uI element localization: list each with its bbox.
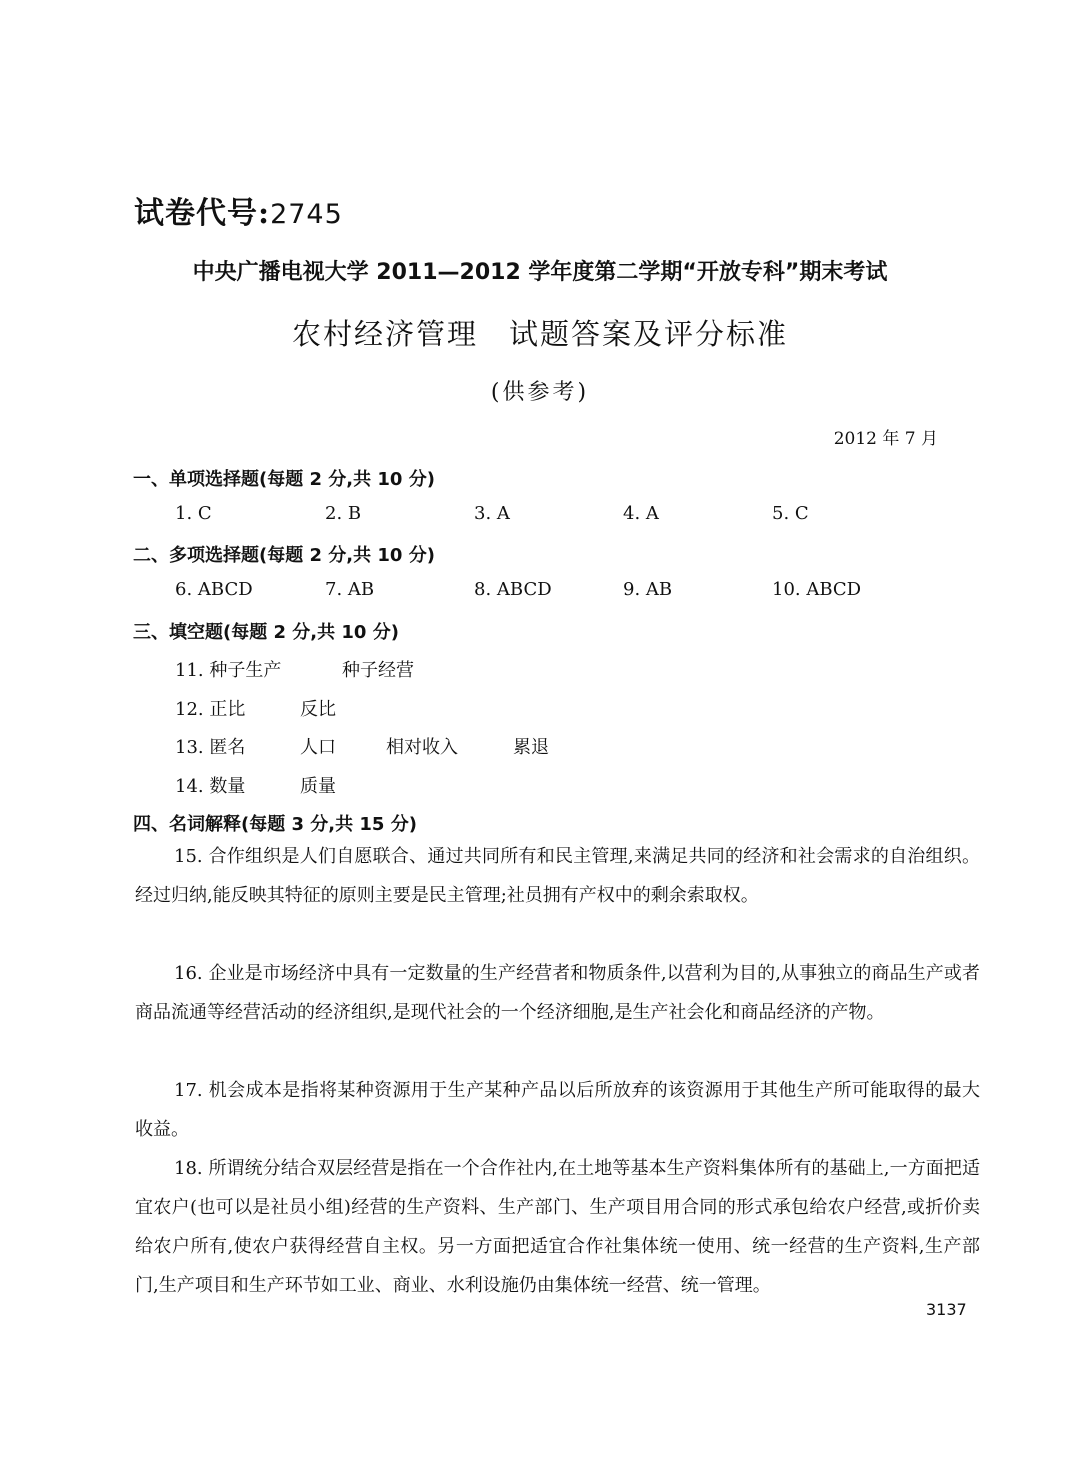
answer-item: 7. AB <box>325 579 375 600</box>
answer-paragraph: 17. 机会成本是指将某种资源用于生产某种产品以后所放弃的该资源用于其他生产所可能取得的最大收益。 <box>135 1080 980 1140</box>
section-heading-multiple-choice: 二、多项选择题(每题 2 分,共 10 分) <box>133 545 435 566</box>
page-number: 3137 <box>926 1300 967 1319</box>
answer-paragraph: 16. 企业是市场经济中具有一定数量的生产经营者和物质条件,以营利为目的,从事独立的商品生产或者商品流通等经营活动的经济组织,是现代社会的一个经济细胞,是生产社会化和商品经济的产物。 <box>135 963 980 1023</box>
answer-paragraph: 15. 合作组织是人们自愿联合、通过共同所有和民主管理,来满足共同的经济和社会需求的自治组织。经过归纳,能反映其特征的原则主要是民主管理;社员拥有产权中的剩余索取权。 <box>135 846 980 906</box>
document-title: 农村经济管理 试题答案及评分标准 <box>291 317 788 351</box>
answer-item: 6. ABCD <box>175 579 253 600</box>
reference-note: (供参考) <box>490 380 590 405</box>
fill-answer: 人口 <box>300 737 336 758</box>
document-date: 2012 年 7 月 <box>833 429 938 449</box>
paper-code-number: 2745 <box>270 199 343 230</box>
answer-item: 2. B <box>325 503 362 524</box>
answer-item: 1. C <box>175 503 212 524</box>
fill-answer: 种子经营 <box>342 660 414 681</box>
answer-item: 3. A <box>474 503 510 524</box>
exam-title: 中央广播电视大学 2011—2012 学年度第二学期“开放专科”期末考试 <box>192 260 888 285</box>
fill-blank-row <box>175 733 549 759</box>
fill-answer: 11. 种子生产 <box>175 660 282 681</box>
fill-blank-row <box>175 695 336 721</box>
section-heading-single-choice: 一、单项选择题(每题 2 分,共 10 分) <box>133 469 435 490</box>
answer-item: 8. ABCD <box>474 579 552 600</box>
fill-answer: 13. 匿名 <box>175 737 246 758</box>
answer-item: 10. ABCD <box>772 579 862 600</box>
paper-code <box>134 188 343 232</box>
fill-blank-row <box>175 772 336 798</box>
answer-item: 5. C <box>772 503 809 524</box>
answer-paragraph: 18. 所谓统分结合双层经营是指在一个合作社内,在土地等基本生产资料集体所有的基础上,一方面把适宜农户(也可以是社员小组)经营的生产资料、生产部门、生产项目用合同的形式承包给农户经营,或折价卖给农户所有,使农户获得经营自主权。另一方面把适宜合作社集体统一使用、统一经营的生产资料,生产部门,生产项目和生产环节如工业、商业、水利设施仍由集体统一经营、统一管理。 <box>135 1158 980 1296</box>
fill-answer: 12. 正比 <box>175 699 246 720</box>
section-heading-fill-blank: 三、填空题(每题 2 分,共 10 分) <box>133 622 399 643</box>
fill-blank-row <box>175 656 414 682</box>
fill-answer: 反比 <box>300 699 336 720</box>
paper-code-label: 试卷代号: <box>134 196 271 231</box>
fill-answer: 累退 <box>513 737 549 758</box>
section-heading-term-explanation: 四、名词解释(每题 3 分,共 15 分) <box>133 814 417 835</box>
fill-answer: 质量 <box>300 776 336 797</box>
fill-answer: 14. 数量 <box>175 776 246 797</box>
answer-item: 4. A <box>623 503 659 524</box>
fill-answer: 相对收入 <box>386 737 458 758</box>
answer-item: 9. AB <box>623 579 673 600</box>
